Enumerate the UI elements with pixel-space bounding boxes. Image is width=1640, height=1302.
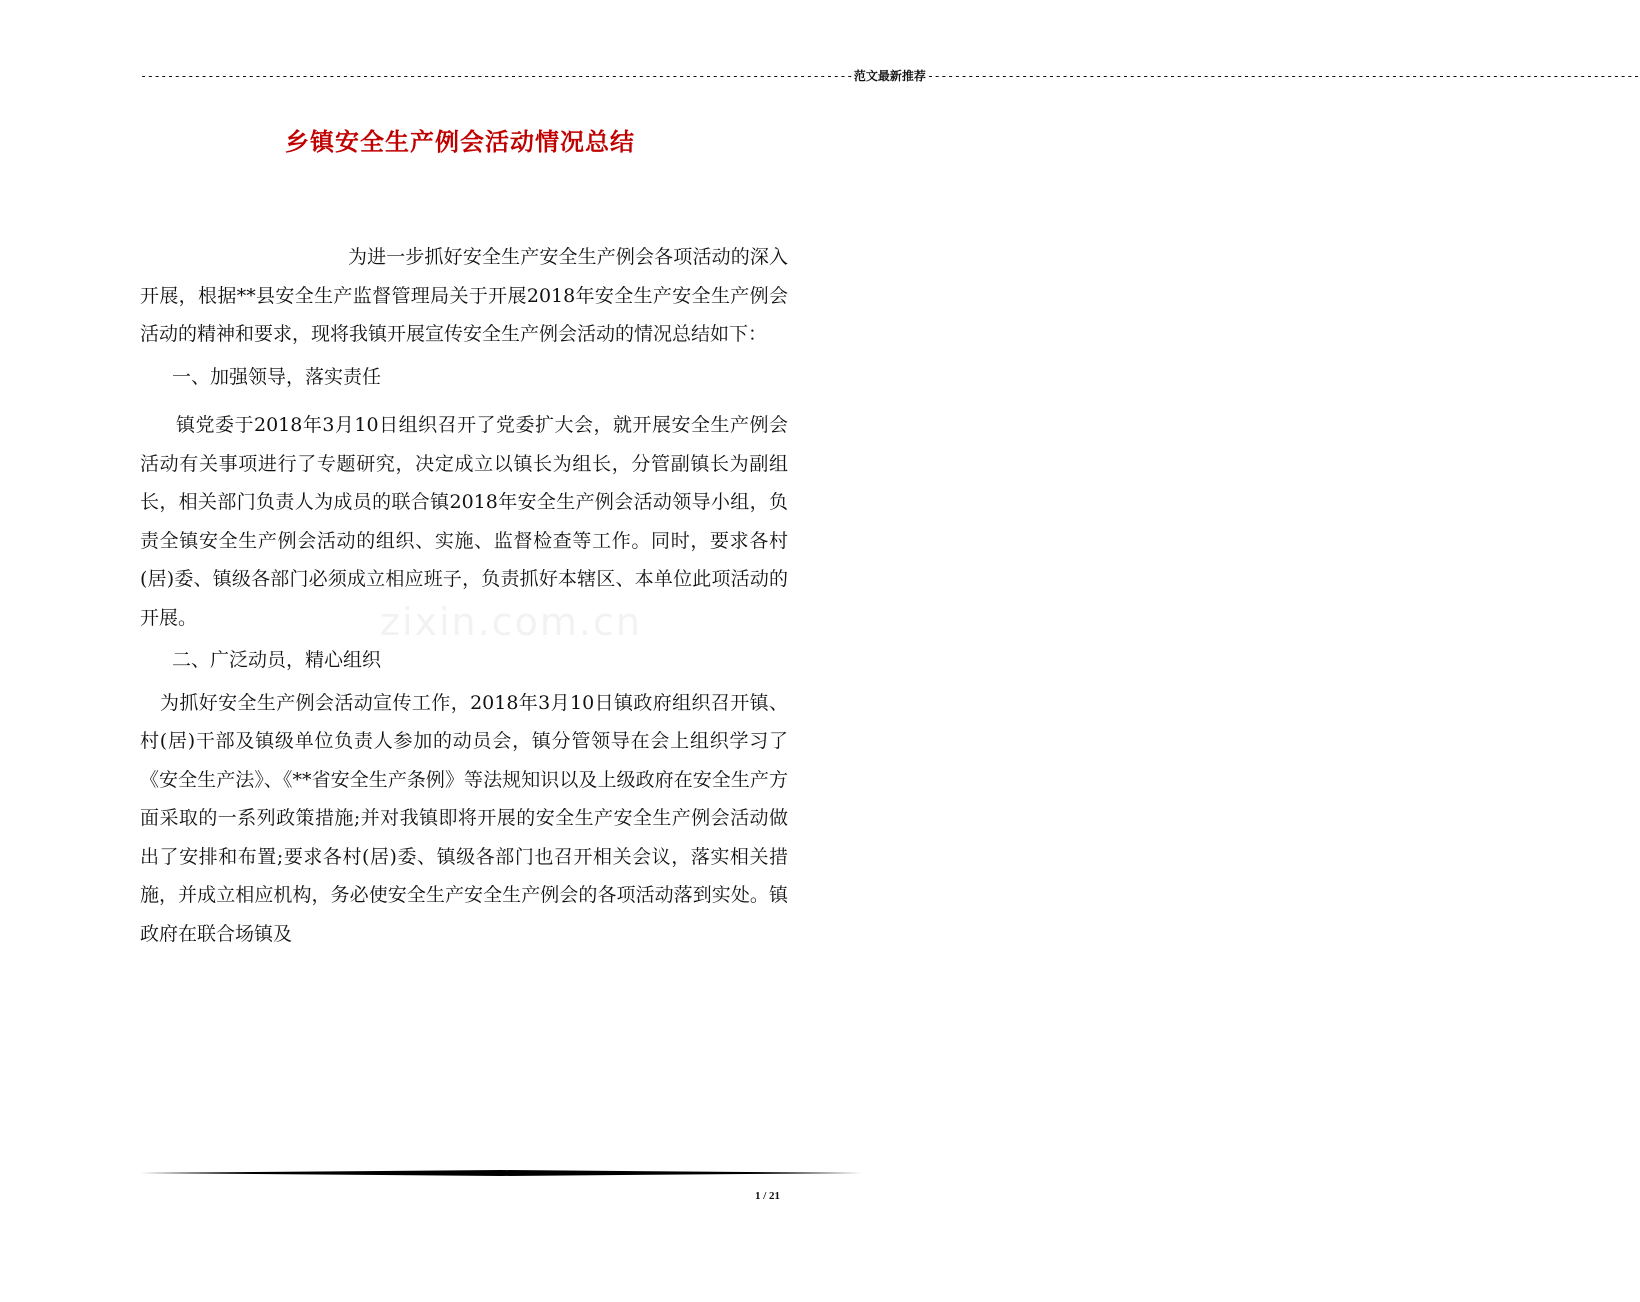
document-body — [140, 238, 788, 953]
intro-paragraph: 为进一步抓好安全生产安全生产例会各项活动的深入开展，根据**县安全生产监督管理局关于开展2018年安全生产安全生产例会活动的精神和要求，现将我镇开展宣传安全生产例会活动的情况总结如下： — [140, 246, 788, 345]
section-heading-1: 一、加强领导，落实责任 — [172, 365, 382, 388]
header-dashes-right: ---------------------------------------------------------------------------------------------------------- — [926, 69, 1640, 83]
section-body-1: 镇党委于2018年3月10日组织召开了党委扩大会，就开展安全生产例会活动有关事项进行了专题研究，决定成立以镇长为组长，分管副镇长为副组长，相关部门负责人为成员的联合镇2018年安全生产例会活动领导小组，负责全镇安全生产例会活动的组织、实施、监督检查等工作。同时，要求各村(居)委、镇级各部门必须成立相应班子，负责抓好本辖区、本单位此项活动的开展。 — [140, 414, 788, 629]
page-number: 1 / 21 — [754, 1190, 780, 1202]
header-label: 范文最新推荐 — [853, 69, 926, 83]
header-dashes-left: ---------------------------------------------------------------------------------------------------------- — [140, 69, 853, 83]
section-heading-2: 二、广泛动员，精心组织 — [172, 649, 382, 671]
watermark: zixin.com.cn — [380, 600, 642, 644]
section-body-2: 为抓好安全生产例会活动宣传工作，2018年3月10日镇政府组织召开镇、村(居)干部及镇级单位负责人参加的动员会，镇分管领导在会上组织学习了《安全生产法》、《**省安全生产条例》等法规知识以及上级政府在安全生产方面采取的一系列政策措施;并对我镇即将开展的安全生产安全生产例会活动做出了安排和布置;要求各村(居)委、镇级各部门也召开相关会议，落实相关措施，并成立相应机构，务必使安全生产安全生产例会的各项活动落到实处。镇政府在联合场镇及 — [140, 691, 788, 945]
page-header — [140, 68, 1640, 84]
footer-rule — [140, 1170, 862, 1176]
document-title: 乡镇安全生产例会活动情况总结 — [285, 128, 635, 156]
